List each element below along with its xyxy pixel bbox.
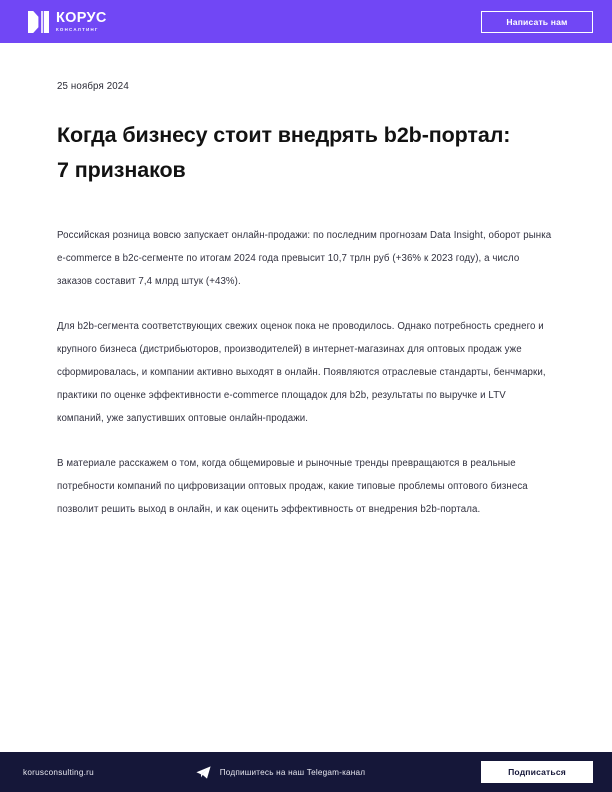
- brand-text: [56, 11, 107, 32]
- footer-site-link[interactable]: korusconsulting.ru: [23, 767, 94, 777]
- contact-us-button[interactable]: Написать нам: [481, 11, 593, 33]
- article-body: [57, 224, 555, 522]
- article-paragraph: Российская розница вовсю запускает онлайн-продажи: по последним прогнозам Data Insight, оборот рынка e-commerce в b2c-сегменте по итогам 2024 года превысит 10,7 трлн руб (+36% к 2023 году), а число заказов составит 7,4 млрд штук (+43%).: [57, 229, 552, 287]
- article-paragraph: В материале расскажем о том, когда общемировые и рыночные тренды превращаются в реальные потребности компаний по цифровизации оптовых продаж, какие типовые проблемы оптового бизнеса позволит решить выход в онлайн, и как оценить эффективность от внедрения b2b-портала.: [57, 458, 528, 516]
- article-paragraph: Для b2b-сегмента соответствующих свежих оценок пока не проводилось. Однако потребность среднего и крупного бизнеса (дистрибьюторов, производителей) в интернет-магазинах для оптовых продаж уже сформировалась, и компании активно выходят в онлайн. Появляются отраслевые стандарты, бенчмарки, практики по оценке эффективности e-commerce площадок для b2b, результаты по выручке и LTV компаний, уже запустивших оптовые онлайн-продажи.: [57, 320, 546, 425]
- article-date: 25 ноября 2024: [57, 81, 129, 92]
- site-footer: [0, 752, 612, 792]
- korus-logo-mark-icon: [28, 11, 49, 33]
- site-header: [0, 0, 612, 43]
- page-title: Когда бизнесу стоит внедрять b2b-портал: 7 признаков: [57, 123, 511, 182]
- subscribe-button[interactable]: Подписаться: [481, 761, 593, 783]
- brand-logo[interactable]: [28, 11, 107, 33]
- brand-subtitle: КОНСАЛТИНГ: [56, 26, 99, 32]
- brand-name: КОРУС: [56, 9, 107, 26]
- footer-subscribe-note: Подпишитесь на наш Telegam-канал: [219, 767, 366, 777]
- footer-subscribe-block: [94, 766, 481, 779]
- telegram-paper-plane-icon: [196, 766, 211, 779]
- article-content: [0, 43, 612, 752]
